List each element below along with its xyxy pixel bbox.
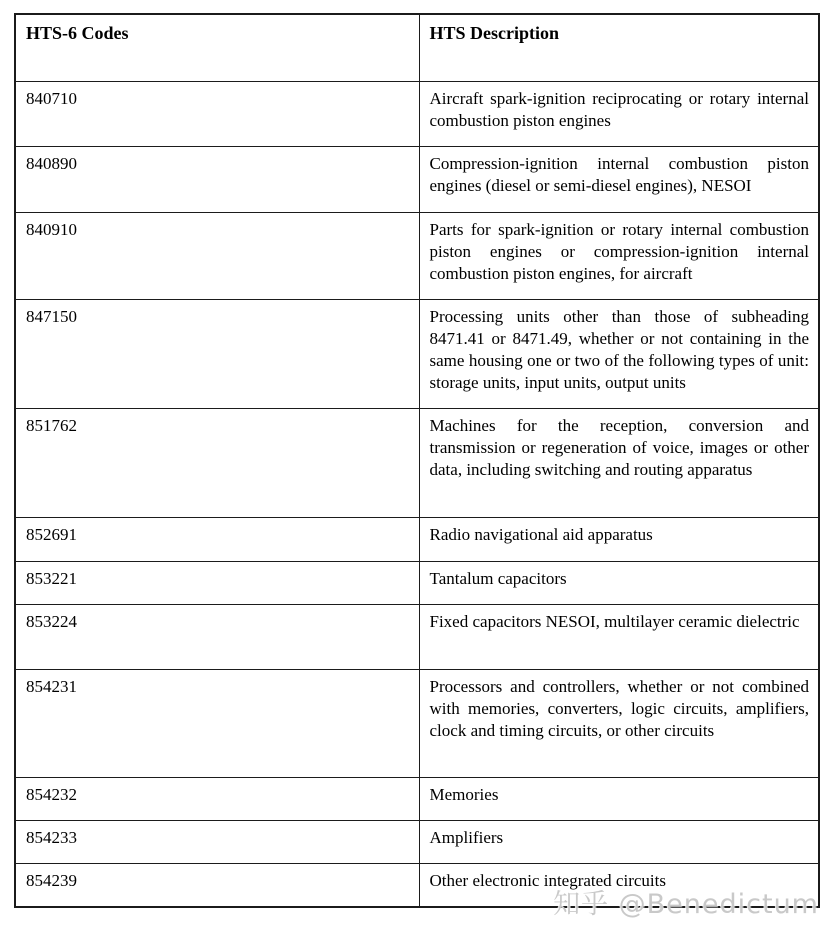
table-body xyxy=(15,81,819,907)
table-row xyxy=(15,212,819,299)
code-cell: 853224 xyxy=(15,604,419,669)
code-cell: 854233 xyxy=(15,820,419,863)
code-cell: 851762 xyxy=(15,408,419,517)
table-row xyxy=(15,408,819,517)
code-cell: 854239 xyxy=(15,863,419,907)
description-cell: Machines for the reception, conversion and transmission or regeneration of voice, images or other data, including switching and routing apparatus xyxy=(419,408,819,517)
table-row xyxy=(15,604,819,669)
description-cell: Compression-ignition internal combustion piston engines (diesel or semi-diesel engines), NESOI xyxy=(419,146,819,212)
table-row xyxy=(15,669,819,777)
column-header-description: HTS Description xyxy=(419,14,819,81)
code-cell: 840890 xyxy=(15,146,419,212)
table-row xyxy=(15,146,819,212)
description-cell: Fixed capacitors NESOI, multilayer ceramic dielectric xyxy=(419,604,819,669)
table-row xyxy=(15,777,819,820)
header-row xyxy=(15,14,819,81)
table-row xyxy=(15,517,819,561)
hts-codes-table xyxy=(14,13,820,908)
column-header-codes: HTS-6 Codes xyxy=(15,14,419,81)
table-row xyxy=(15,299,819,408)
code-cell: 847150 xyxy=(15,299,419,408)
table-row xyxy=(15,561,819,604)
code-cell: 852691 xyxy=(15,517,419,561)
description-cell: Radio navigational aid apparatus xyxy=(419,517,819,561)
table-row xyxy=(15,863,819,907)
code-cell: 853221 xyxy=(15,561,419,604)
description-cell: Processing units other than those of subheading 8471.41 or 8471.49, whether or not containing in the same housing one or two of the following types of unit: storage units, input units, output units xyxy=(419,299,819,408)
description-cell: Aircraft spark-ignition reciprocating or rotary internal combustion piston engines xyxy=(419,81,819,146)
description-cell: Memories xyxy=(419,777,819,820)
code-cell: 840910 xyxy=(15,212,419,299)
description-cell: Parts for spark-ignition or rotary internal combustion piston engines or compression-ignition internal combustion piston engines, for aircraft xyxy=(419,212,819,299)
table-row xyxy=(15,820,819,863)
description-cell: Processors and controllers, whether or not combined with memories, converters, logic circuits, amplifiers, clock and timing circuits, or other circuits xyxy=(419,669,819,777)
code-cell: 854231 xyxy=(15,669,419,777)
description-cell: Other electronic integrated circuits xyxy=(419,863,819,907)
zhihu-watermark: 知乎 @Benedictum xyxy=(553,889,819,920)
description-cell: Tantalum capacitors xyxy=(419,561,819,604)
table-row xyxy=(15,81,819,146)
description-cell: Amplifiers xyxy=(419,820,819,863)
code-cell: 840710 xyxy=(15,81,419,146)
code-cell: 854232 xyxy=(15,777,419,820)
